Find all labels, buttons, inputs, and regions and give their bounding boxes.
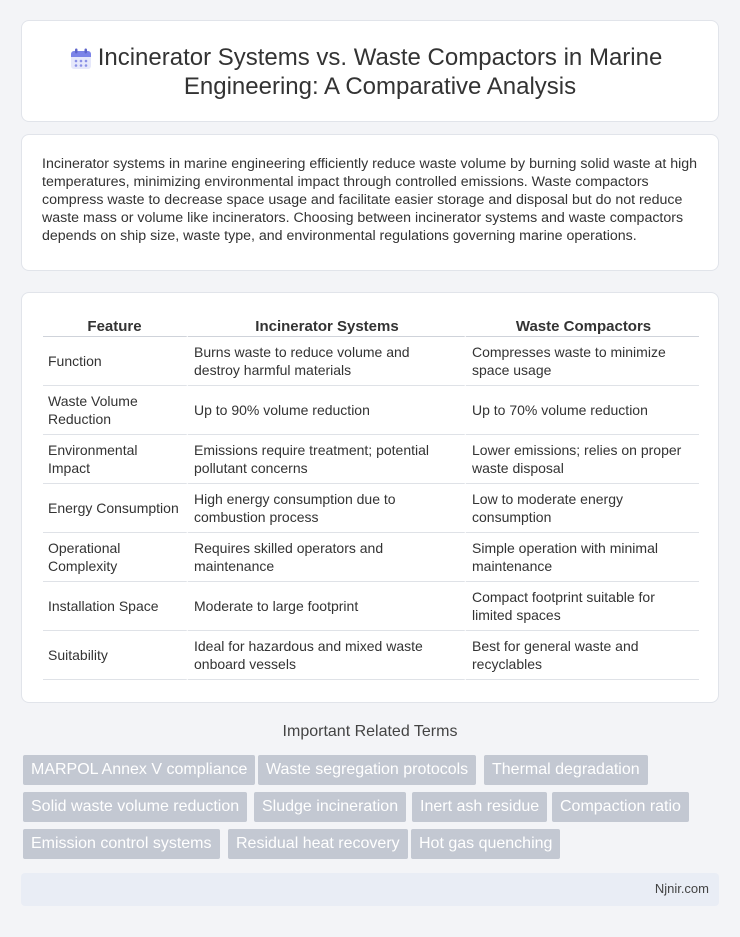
table-row [43, 435, 699, 484]
term-tag[interactable]: Solid waste volume reduction [23, 792, 247, 822]
cell-feature: Suitability [43, 631, 188, 680]
cell-incinerator: Moderate to large footprint [188, 582, 466, 631]
table-row [43, 337, 699, 386]
cell-compactor: Best for general waste and recyclables [466, 631, 699, 680]
title-card [21, 20, 719, 122]
term-tag[interactable]: Residual heat recovery [228, 829, 408, 859]
cell-compactor: Compresses waste to minimize space usage [466, 337, 699, 386]
header-incinerator: Incinerator Systems [188, 315, 466, 337]
term-tag[interactable]: Sludge incineration [254, 792, 406, 822]
term-tag[interactable]: Inert ash residue [412, 792, 547, 822]
term-tag[interactable]: Compaction ratio [552, 792, 689, 822]
cell-incinerator: Requires skilled operators and maintenance [188, 533, 466, 582]
term-tag[interactable]: Thermal degradation [484, 755, 648, 785]
cell-incinerator: High energy consumption due to combustion process [188, 484, 466, 533]
cell-compactor: Compact footprint suitable for limited spaces [466, 582, 699, 631]
intro-card [21, 134, 719, 271]
term-tag[interactable]: Waste segregation protocols [258, 755, 476, 785]
footer-site[interactable]: Njnir.com [654, 881, 709, 896]
cell-feature: Installation Space [43, 582, 188, 631]
comparison-card [21, 292, 719, 703]
page-title-text: Incinerator Systems vs. Waste Compactors in Marine Engineering: A Comparative Analysis [97, 44, 663, 100]
cell-compactor: Simple operation with minimal maintenance [466, 533, 699, 582]
cell-incinerator: Emissions require treatment; potential pollutant concerns [188, 435, 466, 484]
cell-incinerator: Burns waste to reduce volume and destroy harmful materials [188, 337, 466, 386]
cell-incinerator: Ideal for hazardous and mixed waste onboard vessels [188, 631, 466, 680]
term-tag[interactable]: MARPOL Annex V compliance [23, 755, 255, 785]
table-row [43, 582, 699, 631]
footer [21, 873, 719, 906]
header-feature: Feature [43, 315, 188, 337]
term-tag[interactable]: Emission control systems [23, 829, 220, 859]
comparison-table [43, 315, 699, 680]
cell-feature: Environmental Impact [43, 435, 188, 484]
header-compactor: Waste Compactors [466, 315, 699, 337]
term-tag[interactable]: Hot gas quenching [411, 829, 560, 859]
cell-compactor: Up to 70% volume reduction [466, 386, 699, 435]
cell-feature: Operational Complexity [43, 533, 188, 582]
page-title [22, 43, 718, 101]
cell-feature: Energy Consumption [43, 484, 188, 533]
cell-incinerator: Up to 90% volume reduction [188, 386, 466, 435]
cell-compactor: Low to moderate energy consumption [466, 484, 699, 533]
table-header-row [43, 315, 699, 337]
cell-compactor: Lower emissions; relies on proper waste disposal [466, 435, 699, 484]
related-terms-title: Important Related Terms [282, 723, 458, 740]
table-row [43, 533, 699, 582]
table-row [43, 386, 699, 435]
cell-feature: Function [43, 337, 188, 386]
intro-paragraph: Incinerator systems in marine engineering efficiently reduce waste volume by burning solid waste at high temperatures, minimizing environmental impact through controlled emissions. Waste compactors compress waste to decrease space usage and facilitate easier storage and disposal but do not reduce waste mass or volume like incinerators. Choosing between incinerator systems and waste compactors depends on ship size, waste type, and environmental regulations governing marine operations. [42, 156, 698, 244]
table-row [43, 484, 699, 533]
cell-feature: Waste Volume Reduction [43, 386, 188, 435]
table-row [43, 631, 699, 680]
